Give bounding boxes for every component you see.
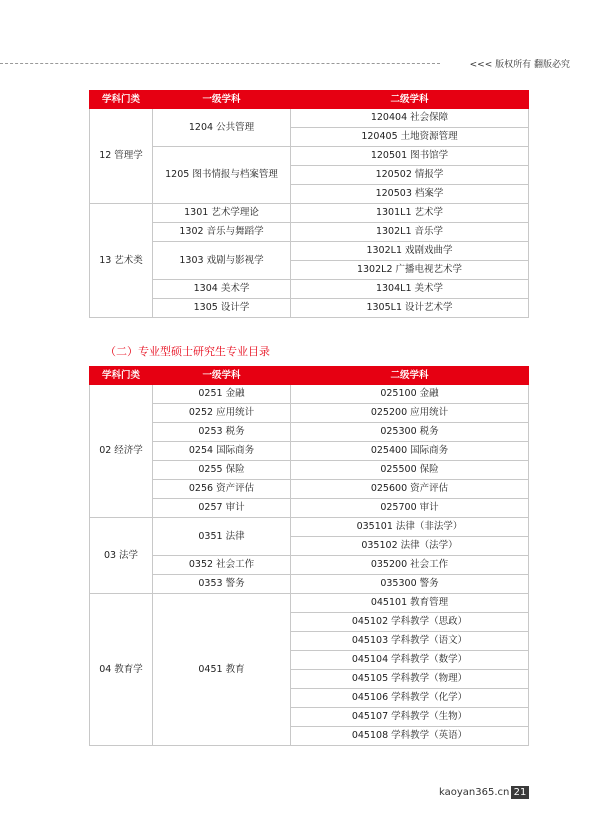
table-row	[90, 556, 529, 575]
second-level-cell: 045107 学科教学（生物）	[291, 708, 529, 727]
first-level-cell: 1301 艺术学理论	[153, 204, 291, 223]
table-row	[90, 147, 529, 166]
category-cell: 12 管理学	[90, 109, 153, 204]
header-category: 学科门类	[90, 91, 153, 109]
first-level-cell: 0255 保险	[153, 461, 291, 480]
table-header-row	[90, 91, 529, 109]
first-level-cell: 0254 国际商务	[153, 442, 291, 461]
first-level-cell: 0257 审计	[153, 499, 291, 518]
second-level-cell: 025500 保险	[291, 461, 529, 480]
header-second-level: 二级学科	[291, 367, 529, 385]
first-level-cell: 0352 社会工作	[153, 556, 291, 575]
header-second-level: 二级学科	[291, 91, 529, 109]
table-row	[90, 280, 529, 299]
first-level-cell: 0253 税务	[153, 423, 291, 442]
table-row	[90, 594, 529, 613]
first-level-cell: 1303 戏剧与影视学	[153, 242, 291, 280]
first-level-cell: 0351 法律	[153, 518, 291, 556]
first-level-cell: 1305 设计学	[153, 299, 291, 318]
first-level-cell: 0252 应用统计	[153, 404, 291, 423]
second-level-cell: 1301L1 艺术学	[291, 204, 529, 223]
second-level-cell: 025700 审计	[291, 499, 529, 518]
second-level-cell: 120501 图书馆学	[291, 147, 529, 166]
second-level-cell: 025200 应用统计	[291, 404, 529, 423]
second-level-cell: 120404 社会保障	[291, 109, 529, 128]
second-level-cell: 035102 法律（法学）	[291, 537, 529, 556]
second-level-cell: 1305L1 设计艺术学	[291, 299, 529, 318]
header-dashed-line	[0, 63, 440, 64]
category-cell: 04 教育学	[90, 594, 153, 746]
copyright-notice: <<< 版权所有 翻版必究	[469, 60, 570, 70]
category-cell: 03 法学	[90, 518, 153, 594]
table-row	[90, 404, 529, 423]
first-level-cell: 1204 公共管理	[153, 109, 291, 147]
header-category: 学科门类	[90, 367, 153, 385]
table-row	[90, 242, 529, 261]
second-level-cell: 1304L1 美术学	[291, 280, 529, 299]
table-row	[90, 385, 529, 404]
footer-site: kaoyan365.cn	[439, 787, 510, 798]
first-level-cell: 0251 金融	[153, 385, 291, 404]
second-level-cell: 1302L1 戏剧戏曲学	[291, 242, 529, 261]
second-level-cell: 025300 税务	[291, 423, 529, 442]
second-level-cell: 045102 学科教学（思政）	[291, 613, 529, 632]
first-level-cell: 0451 教育	[153, 594, 291, 746]
table-row	[90, 299, 529, 318]
second-level-cell: 045103 学科教学（语文）	[291, 632, 529, 651]
table-row	[90, 575, 529, 594]
first-level-cell: 1205 图书情报与档案管理	[153, 147, 291, 204]
table-row	[90, 499, 529, 518]
table-row	[90, 461, 529, 480]
second-level-cell: 025400 国际商务	[291, 442, 529, 461]
second-level-cell: 035200 社会工作	[291, 556, 529, 575]
second-level-cell: 025600 资产评估	[291, 480, 529, 499]
category-cell: 13 艺术类	[90, 204, 153, 318]
section-title: （二）专业型硕士研究生专业目录	[105, 345, 270, 358]
category-cell: 02 经济学	[90, 385, 153, 518]
second-level-cell: 025100 金融	[291, 385, 529, 404]
second-level-cell: 045105 学科教学（物理）	[291, 670, 529, 689]
header-first-level: 一级学科	[153, 367, 291, 385]
second-level-cell: 045108 学科教学（英语）	[291, 727, 529, 746]
first-level-cell: 1302 音乐与舞蹈学	[153, 223, 291, 242]
first-level-cell: 1304 美术学	[153, 280, 291, 299]
table-header-row	[90, 367, 529, 385]
second-level-cell: 120502 情报学	[291, 166, 529, 185]
header-first-level: 一级学科	[153, 91, 291, 109]
professional-master-table	[89, 366, 529, 746]
table-row	[90, 423, 529, 442]
second-level-cell: 1302L1 音乐学	[291, 223, 529, 242]
table-row	[90, 442, 529, 461]
second-level-cell: 1302L2 广播电视艺术学	[291, 261, 529, 280]
second-level-cell: 045106 学科教学（化学）	[291, 689, 529, 708]
second-level-cell: 045101 教育管理	[291, 594, 529, 613]
table-row	[90, 480, 529, 499]
academic-master-table	[89, 90, 529, 318]
first-level-cell: 0256 资产评估	[153, 480, 291, 499]
second-level-cell: 045104 学科教学（数学）	[291, 651, 529, 670]
second-level-cell: 120503 档案学	[291, 185, 529, 204]
table-row	[90, 223, 529, 242]
table-row	[90, 518, 529, 537]
page-number: 21	[511, 786, 529, 799]
table-row	[90, 204, 529, 223]
second-level-cell: 035300 警务	[291, 575, 529, 594]
first-level-cell: 0353 警务	[153, 575, 291, 594]
second-level-cell: 120405 土地资源管理	[291, 128, 529, 147]
table-row	[90, 109, 529, 128]
second-level-cell: 035101 法律（非法学）	[291, 518, 529, 537]
